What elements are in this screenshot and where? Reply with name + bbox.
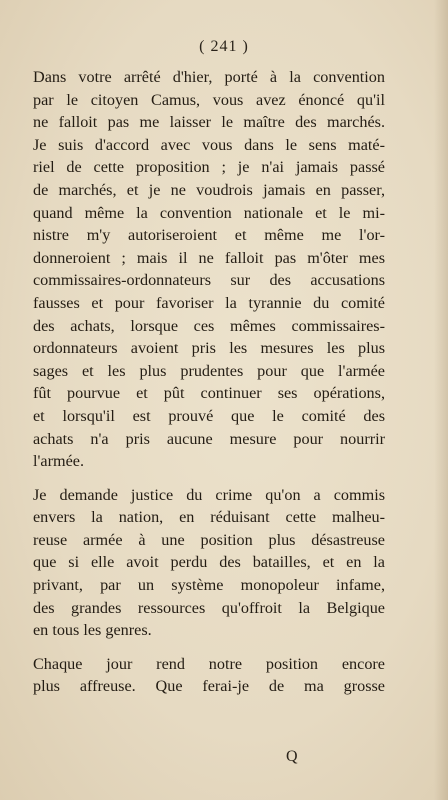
text-line: Je demande justice du crime qu'on a commis [33,485,385,504]
text-line: et lorsqu'il est prouvé que le comité des [33,406,385,425]
text-line: riel de cette proposition ; je n'ai jamais passé [33,158,385,177]
text-line: nistre m'y autoriseroient et même me l'or- [33,226,385,245]
text-line: donneroient ; mais il ne falloit pas m'ôter mes [33,248,385,267]
text-line: achats n'a pris aucune mesure pour nourrir [33,429,385,448]
text-line: ordonnateurs avoient pris les mesures les plus [33,339,385,358]
text-line: ne falloit pas me laisser le maître des marchés. [33,113,385,132]
text-line: privant, par un système monopoleur infame, [33,576,385,595]
text-line: des achats, lorsque ces mêmes commissaires- [33,316,385,335]
text-line: commissaires-ordonnateurs sur des accusations [33,271,385,290]
text-line: plus affreuse. Que ferai-je de ma grosse [33,677,385,696]
text-line: fausses et pour favoriser la tyrannie du comité [33,293,385,312]
paragraph-2 [33,484,385,642]
text-line: des grandes ressources qu'offroit la Belgique [33,598,385,617]
paragraph-1 [33,66,385,473]
text-line: envers la nation, en réduisant cette malheu- [33,508,385,527]
text-line: de marchés, et je ne voudrois jamais en passer, [33,180,385,199]
text-line: Dans votre arrêté d'hier, porté à la convention [33,68,385,86]
text-line: Chaque jour rend notre position encore [33,654,385,673]
text-line: sages et les plus prudentes pour que l'armée [33,361,385,380]
text-line: reuse armée à une position plus désastreuse [33,530,385,549]
page-number: ( 241 ) [199,38,249,55]
text-line: quand même la convention nationale et le mi- [33,203,385,222]
text-line: par le citoyen Camus, vous avez énoncé qu'il [33,90,385,109]
paragraph-3 [33,653,385,698]
text-line: fût pourvue et pût continuer ses opérations, [33,384,385,403]
text-line: que si elle avoit perdu des batailles, et en la [33,553,385,572]
body-text [33,66,385,709]
text-line: Je suis d'accord avec vous dans le sens maté- [33,135,385,154]
text-line: en tous les genres. [33,621,152,640]
catchword: Q [286,748,298,765]
text-line: l'armée. [33,452,84,471]
page-edge-shadow [434,0,448,800]
